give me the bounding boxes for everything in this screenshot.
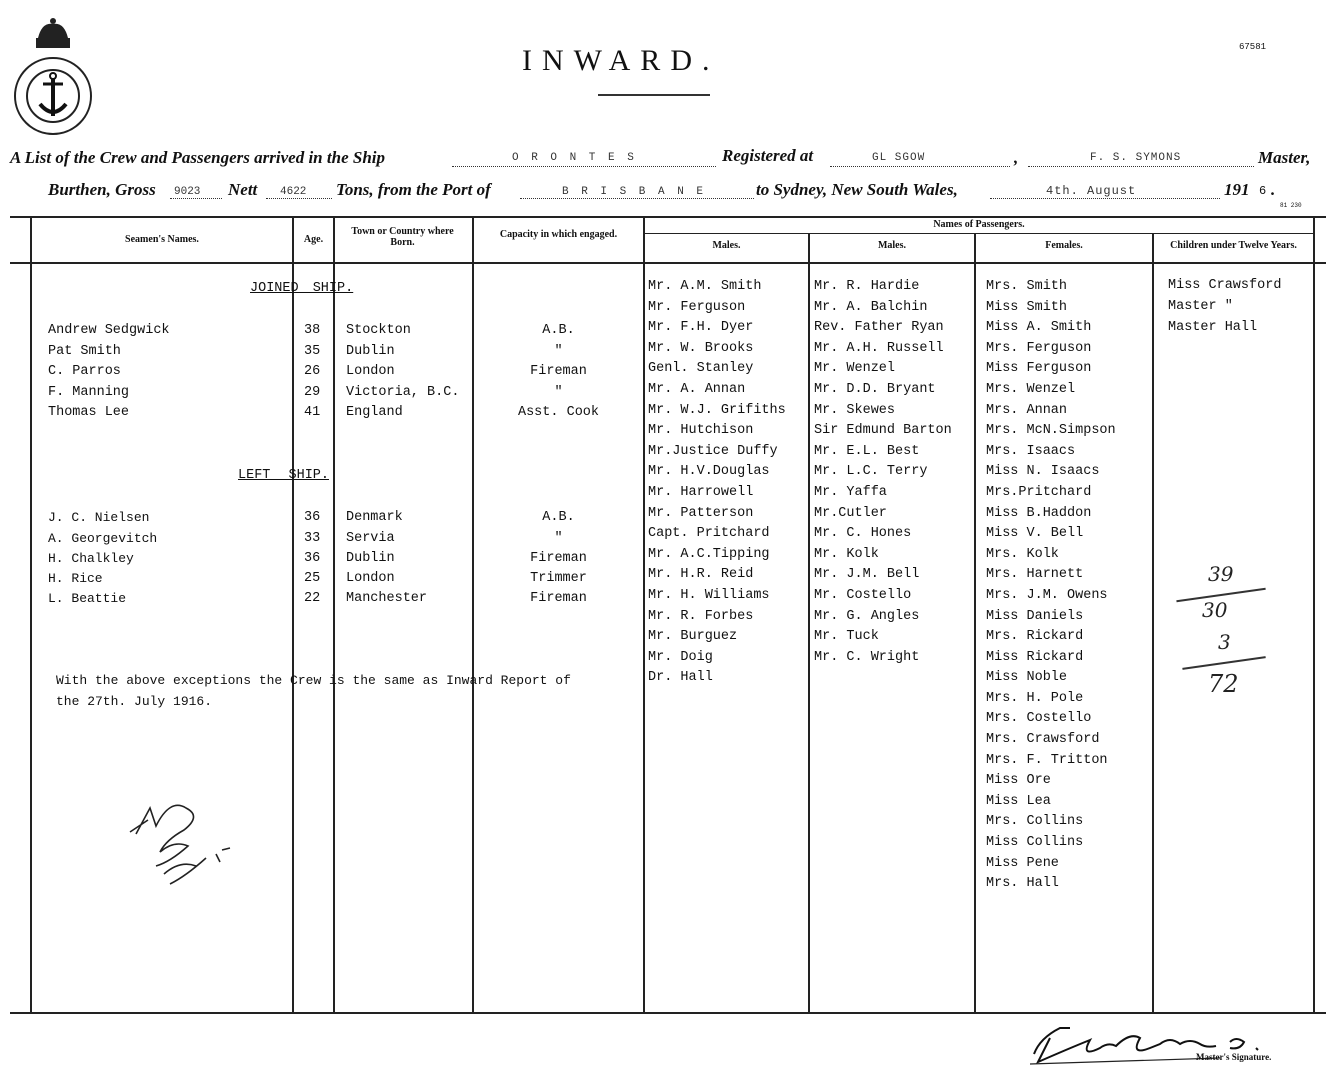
list-item: Miss A. Smith — [986, 320, 1092, 336]
tally-value: 72 — [1208, 670, 1239, 698]
passengers-children — [1168, 275, 1281, 338]
list-item: Mr. Kolk — [814, 546, 879, 562]
handwritten-tally — [1172, 558, 1282, 718]
margin-initials-mark — [126, 796, 236, 901]
list-item: Mr. Harrowell — [648, 484, 754, 500]
list-item: Mr. Tuck — [814, 629, 879, 645]
table-row: Andrew Sedgwick — [48, 323, 170, 338]
port-from: B R I S B A N E — [562, 186, 707, 198]
list-item: Mrs. Smith — [986, 279, 1068, 294]
year-typed: 6 — [1259, 184, 1267, 198]
table-row: H. Chalkley — [48, 550, 134, 566]
list-item: Mrs. Annan — [986, 402, 1068, 418]
crew-note-line-1: With the above exceptions the Crew is the same as Inward Report of — [56, 673, 571, 688]
table-row: L. Beattie — [48, 590, 127, 606]
list-item: Miss Ore — [986, 773, 1051, 789]
list-item: Miss Crawsford — [1168, 278, 1282, 293]
left-names — [48, 508, 157, 609]
joined-ages: 38 35 26 29 41 — [304, 323, 321, 421]
list-item: Mrs. McN.Simpson — [986, 423, 1116, 439]
list-item: Miss Collins — [986, 835, 1084, 851]
list-item: Mr. W. Brooks — [648, 340, 754, 356]
header-males-2: Males. — [877, 240, 907, 251]
table-row: F. Manning — [48, 384, 130, 400]
ship-name: O R O N T E S — [512, 152, 637, 164]
joined-names — [48, 321, 170, 424]
list-item: Mr. C. Hones — [814, 526, 912, 542]
left-ages: 36 33 36 25 22 — [304, 510, 321, 606]
list-item: Master Hall — [1168, 320, 1258, 335]
list-item: Miss Daniels — [986, 608, 1084, 624]
page-title: INWARD. — [522, 44, 720, 77]
list-item: Mr. C. Wright — [814, 649, 920, 665]
list-item: Miss Noble — [986, 670, 1068, 686]
tally-value: 39 — [1208, 562, 1234, 586]
list-item: Mrs. Isaacs — [986, 443, 1076, 459]
joined-capacities: A.B. " Fireman " Asst. Cook — [517, 323, 599, 421]
header-age: Age. — [303, 234, 324, 245]
left-towns: Denmark Servia Dublin London Manchester — [346, 510, 428, 606]
table-row: A. Georgevitch — [48, 530, 158, 546]
list-item: Mrs. Rickard — [986, 629, 1084, 645]
list-item: Mr. A. Annan — [648, 381, 746, 397]
list-item: Mr. H.V.Douglas — [648, 464, 770, 480]
list-item: Mr. H. Williams — [648, 587, 770, 603]
list-item: Miss Rickard — [986, 649, 1084, 665]
table-row: Thomas Lee — [48, 405, 130, 421]
list-item: Mr. Wenzel — [814, 361, 896, 377]
title-rule — [598, 94, 710, 96]
registered-port: GL SGOW — [872, 152, 926, 164]
list-item: Miss Lea — [986, 793, 1051, 809]
list-item: Mr. E.L. Best — [814, 443, 920, 459]
table-row: H. Rice — [48, 570, 103, 586]
list-item: Mrs. H. Pole — [986, 690, 1084, 706]
master-signature — [1030, 1018, 1270, 1073]
tally-value: 30 — [1202, 598, 1228, 622]
list-item: Miss V. Bell — [986, 526, 1084, 542]
header-town: Town or Country where Born. — [351, 226, 454, 248]
list-item: Miss Ferguson — [986, 361, 1092, 377]
list-item: Mr. Patterson — [648, 505, 754, 521]
list-prefix: A List of the Crew and Passengers arrived in the Ship — [10, 148, 385, 167]
gross-tons: 9023 — [174, 186, 201, 198]
seal-icon — [12, 16, 94, 140]
burthen-label: Burthen, Gross — [48, 180, 156, 199]
header-males-1: Males. — [712, 240, 741, 251]
list-item: Mr. A.C.Tipping — [648, 546, 770, 562]
list-item: Mr. H.R. Reid — [648, 567, 754, 583]
list-item: Miss Smith — [986, 299, 1068, 315]
nett-label: Nett — [228, 180, 258, 199]
list-item: Mr. G. Angles — [814, 608, 920, 624]
crew-note-line-2: the 27th. July 1916. — [56, 694, 213, 709]
registered-label: Registered at — [722, 146, 814, 165]
list-item: Mr. A.H. Russell — [814, 340, 944, 356]
list-item: Mr. R. Forbes — [648, 608, 754, 624]
list-item: Mrs. J.M. Owens — [986, 587, 1108, 603]
header-seamen-names: Seamen's Names. — [125, 234, 199, 245]
table-row: Pat Smith — [48, 343, 121, 359]
list-item: Mr. Skewes — [814, 402, 896, 418]
left-ship-label: LEFT SHIP. — [238, 468, 330, 483]
list-item: Mr. A.M. Smith — [648, 279, 762, 294]
list-item: Mrs. Kolk — [986, 546, 1059, 562]
list-item: Mr. Costello — [814, 587, 912, 603]
list-item: Dr. Hall — [648, 670, 713, 686]
list-item: Mr. J.M. Bell — [814, 567, 920, 583]
master-label: Master, — [1258, 148, 1311, 167]
list-item: Rev. Father Ryan — [814, 320, 944, 336]
left-capacities: A.B. " Fireman Trimmer Fireman — [530, 510, 587, 606]
ref-number-small: 81 230 — [1280, 202, 1302, 209]
nett-tons: 4622 — [280, 186, 307, 198]
list-item: Mrs. Collins — [986, 814, 1084, 830]
list-item: Mr. Burguez — [648, 629, 738, 645]
passengers-males-1 — [648, 277, 786, 689]
header-passengers: Names of Passengers. — [933, 219, 1025, 230]
list-item: Mr. A. Balchin — [814, 299, 928, 315]
list-item: Capt. Pritchard — [648, 526, 770, 542]
table-row: J. C. Nielsen — [48, 510, 150, 525]
passengers-males-2 — [814, 277, 952, 668]
list-item: Mrs.Pritchard — [986, 484, 1092, 500]
list-item: Mr. Ferguson — [648, 299, 746, 315]
list-item: Mr. W.J. Grifiths — [648, 402, 786, 418]
master-name: F. S. SYMONS — [1090, 152, 1182, 164]
joined-towns: Stockton Dublin London Victoria, B.C. England — [346, 323, 460, 421]
list-item: Mrs. F. Tritton — [986, 752, 1108, 768]
list-item: Mrs. Crawsford — [986, 732, 1100, 748]
tons-label: Tons, from the Port of — [336, 180, 491, 199]
list-item: Mrs. Wenzel — [986, 381, 1076, 397]
tally-value: 3 — [1218, 630, 1231, 654]
list-item: Miss B.Haddon — [986, 505, 1092, 521]
list-item: Mrs. Costello — [986, 711, 1092, 727]
list-item: Sir Edmund Barton — [814, 423, 952, 439]
list-item: Mr. L.C. Terry — [814, 464, 928, 480]
table-row: C. Parros — [48, 364, 121, 380]
list-item: Mrs. Hall — [986, 876, 1059, 892]
list-item: Miss Pene — [986, 855, 1059, 871]
list-item: Master " — [1168, 299, 1233, 314]
list-item: Mr. Doig — [648, 649, 713, 665]
list-item: Mr.Cutler — [814, 505, 887, 521]
list-item: Miss N. Isaacs — [986, 464, 1100, 480]
list-item: Mrs. Ferguson — [986, 340, 1092, 356]
list-item: Mr. R. Hardie — [814, 279, 920, 294]
header-children: Children under Twelve Years. — [1170, 240, 1297, 251]
comma: , — [1014, 148, 1019, 167]
header-females: Females. — [1045, 240, 1083, 251]
joined-ship-label: JOINED SHIP. — [250, 281, 354, 296]
year-printed: 191 — [1224, 180, 1250, 199]
header-capacity: Capacity in which engaged. — [499, 229, 618, 240]
list-item: Genl. Stanley — [648, 361, 754, 377]
signature-label: Master's Signature. — [1196, 1052, 1272, 1062]
list-item: Mr. Yaffa — [814, 484, 887, 500]
arrival-date: 4th. August — [1046, 184, 1137, 198]
list-item: Mrs. Harnett — [986, 567, 1084, 583]
list-item: Mr. F.H. Dyer — [648, 320, 754, 336]
year-dot: . — [1271, 180, 1276, 199]
ref-number: 67581 — [1239, 42, 1267, 52]
list-item: Mr. D.D. Bryant — [814, 381, 936, 397]
list-item: Mr.Justice Duffy — [648, 443, 778, 459]
destination-label: to Sydney, New South Wales, — [756, 180, 958, 199]
passengers-females — [986, 277, 1116, 895]
list-item: Mr. Hutchison — [648, 423, 754, 439]
